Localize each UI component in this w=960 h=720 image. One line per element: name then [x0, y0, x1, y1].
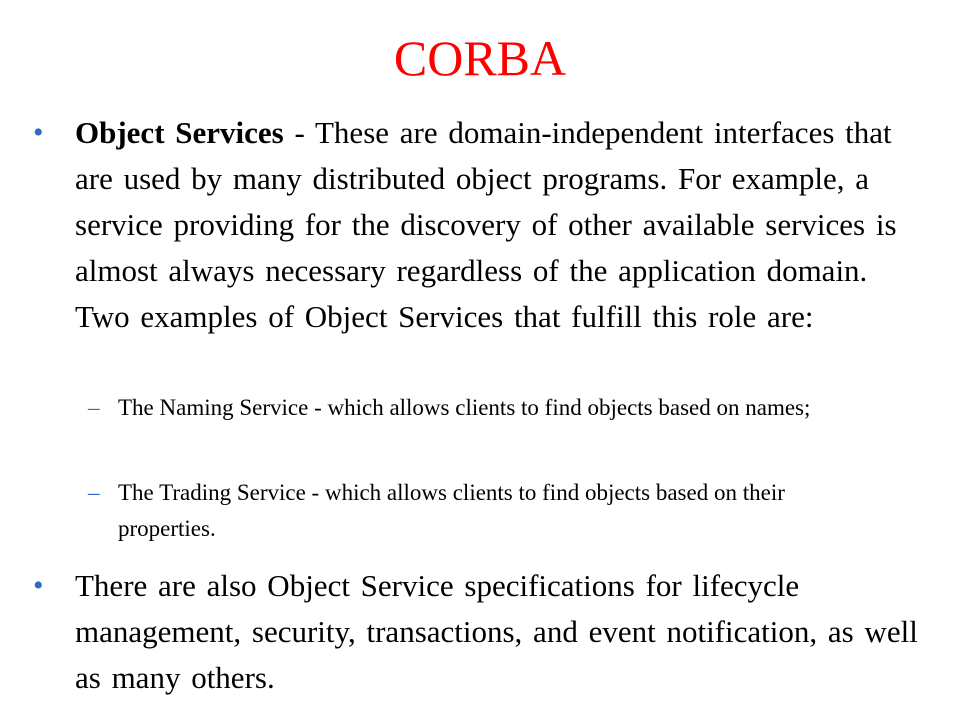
bullet-marker: • [33, 116, 44, 149]
slide-title: CORBA [393, 30, 567, 86]
sub-bullet-text: The Naming Service - which allows clients to find objects based on names; [118, 395, 811, 420]
sub-bullet-marker: – [88, 395, 100, 420]
bullet-text [75, 110, 920, 340]
bullet-text: There are also Object Service specifications for lifecycle management, security, transactions, and event notification, as well as many others. [75, 568, 918, 695]
sub-bullet-marker: – [88, 480, 100, 505]
bullet-body: - These are domain-independent interfaces that are used by many distributed object programs. For example, a service providing for the discovery of other available services is almost always necessary regardless of the application domain. Two examples of Object Services that fulfill this role are: [75, 115, 897, 334]
bullet-bold-lead: Object Services [75, 115, 284, 150]
sub-bullet-text: The Trading Service - which allows clients to find objects based on their properties. [118, 480, 785, 541]
bullet-marker: • [33, 569, 44, 602]
